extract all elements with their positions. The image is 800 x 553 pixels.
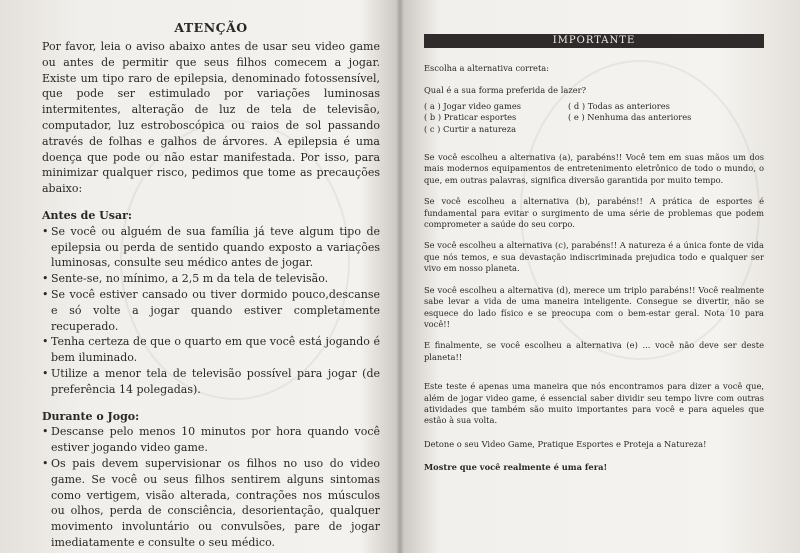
quiz-options — [424, 101, 764, 135]
before-use-list — [42, 224, 380, 398]
before-use-item: • Tenha certeza de que o quarto em que você está jogando é bem iluminado. — [42, 334, 380, 366]
attention-title: ATENÇÃO — [174, 20, 248, 35]
before-use-item: • Utilize a menor tela de televisão possível para jogar (de preferência 14 polegadas). — [42, 366, 380, 398]
before-use-item: • Sente-se, no mínimo, a 2,5 m da tela de televisão. — [42, 271, 380, 287]
before-use-heading: Antes de Usar: — [42, 208, 132, 222]
option-e: ( e ) Nenhuma das anteriores — [568, 112, 692, 123]
page-gutter — [396, 0, 404, 553]
during-game-item: • Os pais devem supervisionar os filhos no uso do video game. Se você ou seus filhos sentirem alguns sintomas como vertigem, visão alterada, contrações nos músculos ou olhos, perda de consciência, desorientação, qualquer movimento involuntário ou convulsões, pare de jogar imediatamente e consulte o seu médico. — [42, 456, 380, 551]
slogan-mostre: Mostre que você realmente é uma fera! — [424, 462, 608, 473]
options-column-2 — [568, 101, 691, 135]
before-use-item: • Se você estiver cansado ou tiver dormido pouco,descanse e só volte a jogar quando estiver completamente recuperado. — [42, 287, 380, 334]
answer-d: Se você escolheu a alternativa (d), merece um triplo parabéns!! Você realmente sabe levar a vida de uma maneira inteligente. Consegue se divertir, não se esquece do lado físico e se preocupa com o bem-estar geral. Nota 10 para você!! — [424, 284, 764, 329]
option-a: ( a ) Jogar video games — [424, 100, 522, 111]
option-c: ( c ) Curtir a natureza — [424, 123, 517, 134]
before-use-item: • Se você ou alguém de sua família já teve algum tipo de epilepsia ou perda de sentido quando exposto a variações luminosas, consulte seu médico antes de jogar. — [42, 224, 380, 271]
attention-intro: Por favor, leia o aviso abaixo antes de usar seu video game ou antes de permitir que seus filhos comecem a jogar. Existe um tipo raro de epilepsia, denominado fotossensível, que pode ser estimulado por variações luminosas intermitentes, alteração de luz de tela de televisão, computador, luz estroboscópica ou raios de sol passando através de folhas e galhos de árvores. A epilepsia é uma doença que pode ou não estar manifestada. Por isso, para minimizar qualquer risco, pedimos que tome as precauções abaixo: — [42, 40, 380, 196]
important-banner: IMPORTANTE — [424, 34, 764, 48]
quiz-question: Qual é a sua forma preferida de lazer? — [424, 85, 587, 96]
option-d: ( d ) Todas as anteriores — [568, 100, 670, 111]
during-game-heading: Durante o Jogo: — [42, 409, 140, 423]
test-explanation: Este teste é apenas uma maneira que nós encontramos para dizer a você que, além de jogar video game, é essencial saber dividir seu tempo livre com outras atividades que também são muito importantes para você e para aqueles que estão à sua volta. — [424, 381, 764, 426]
answer-b: Se você escolheu a alternativa (b), parabéns!! A prática de esportes é fundamental para evitar o surgimento de uma série de problemas que podem comprometer a saúde do seu corpo. — [424, 196, 764, 230]
during-game-list — [42, 424, 380, 550]
answer-c: Se você escolheu a alternativa (c), parabéns!! A natureza é a única fonte de vida que nós temos, e sua devastação indiscriminada prejudica todo e qualquer ser vivo em nosso planeta. — [424, 240, 764, 274]
left-page — [42, 20, 380, 551]
options-column-1 — [424, 101, 568, 135]
during-game-item: • Descanse pelo menos 10 minutos por hora quando você estiver jogando video game. — [42, 424, 380, 456]
option-b: ( b ) Praticar esportes — [424, 112, 517, 123]
slogan-detone: Detone o seu Video Game, Pratique Esportes e Proteja a Natureza! — [424, 438, 707, 449]
right-page — [424, 34, 764, 474]
answer-e: E finalmente, se você escolheu a alternativa (e) ... você não deve ser deste planeta!! — [424, 340, 764, 362]
choose-instruction: Escolha a alternativa correta: — [424, 63, 550, 73]
answer-a: Se você escolheu a alternativa (a), parabéns!! Você tem em suas mãos um dos mais modernos equipamentos de entretenimento eletrônico de todo o mundo, o que, em outras palavras, significa diversão garantida por muito tempo. — [424, 152, 764, 185]
